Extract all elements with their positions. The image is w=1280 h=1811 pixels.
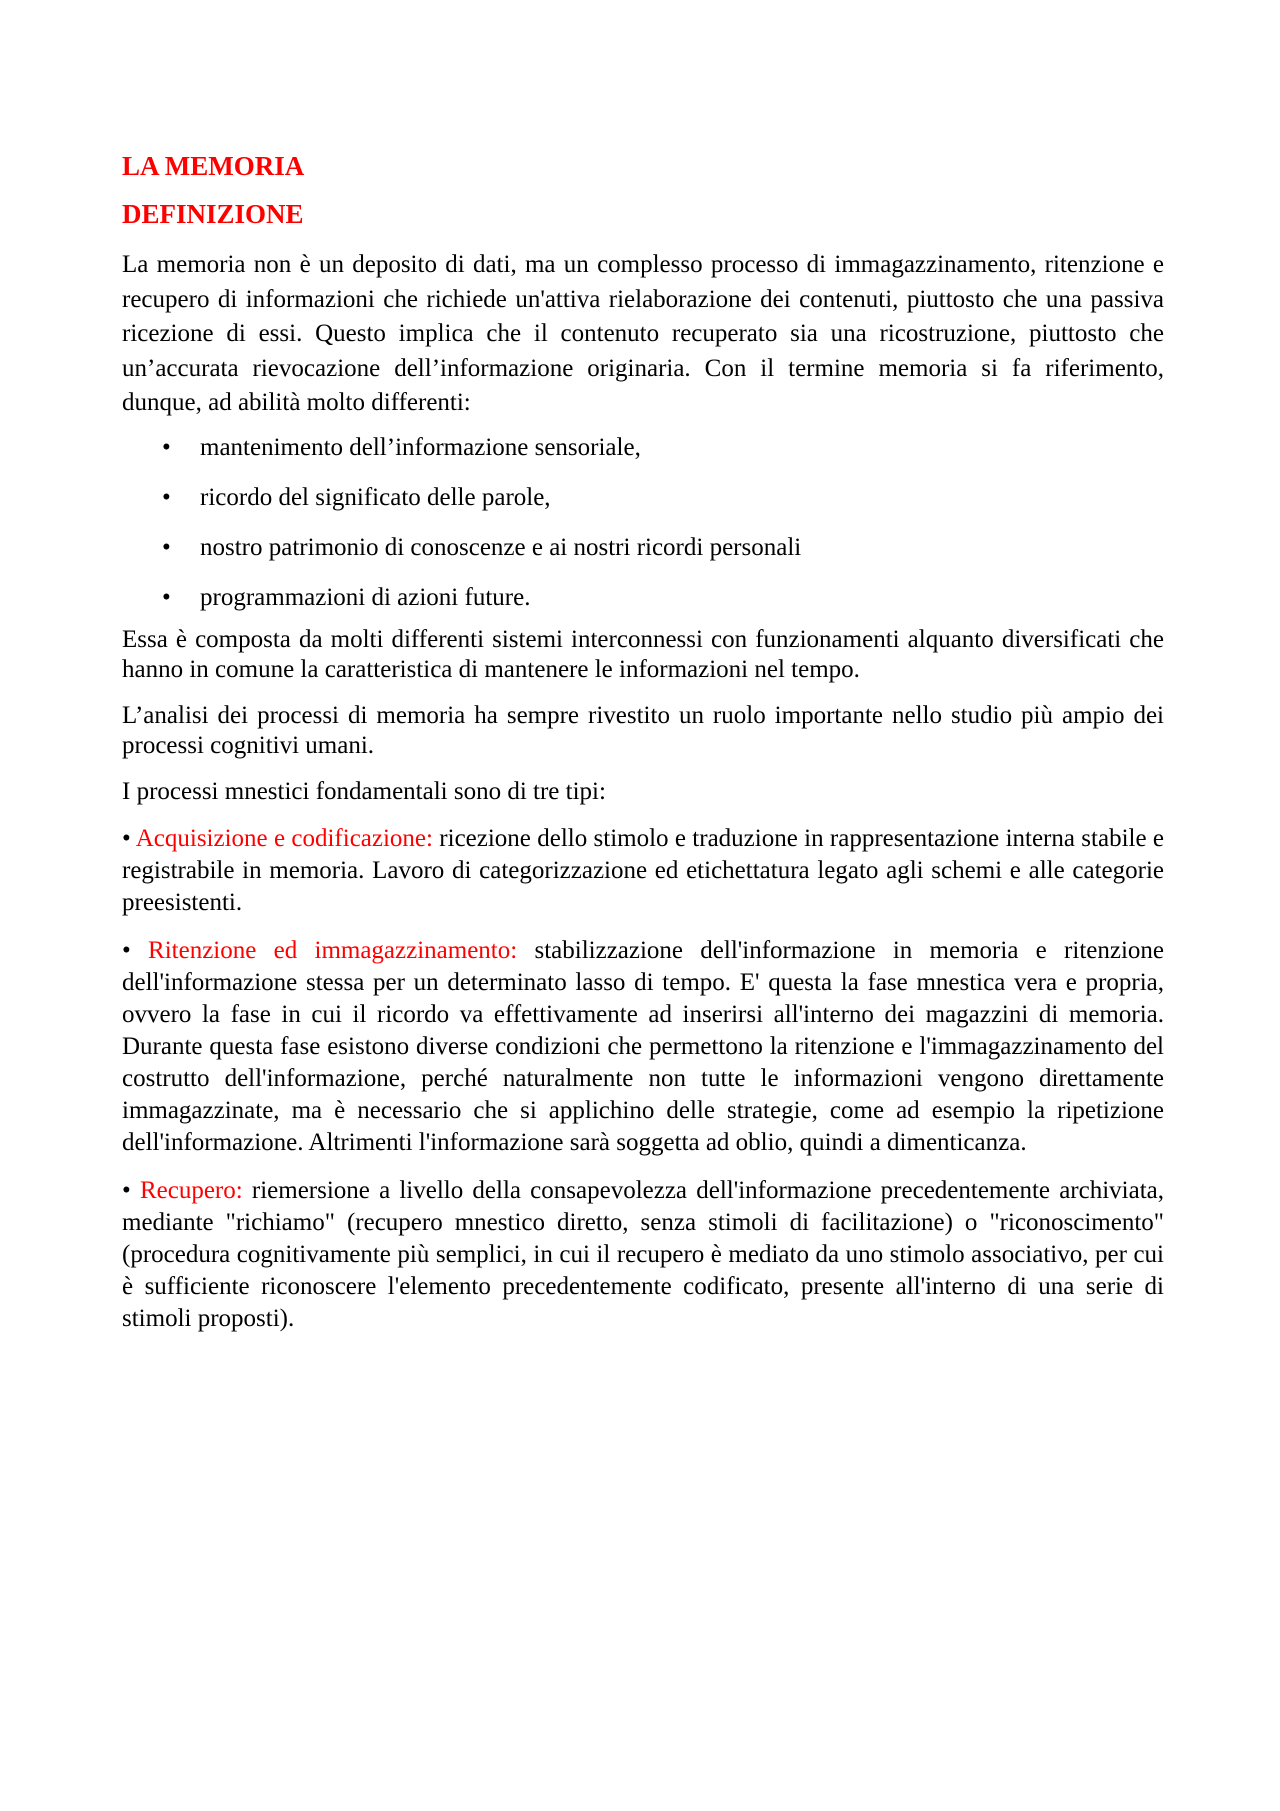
process-description: ricezione dello stimolo e traduzione in rappresentazione interna stabile e registrabile in memoria. Lavoro di categorizzazione ed etichettatura legato agli schemi e alle categorie preesistenti.: [122, 824, 1164, 916]
analysis-paragraph: L’analisi dei processi di memoria ha sempre rivestito un ruolo importante nello studio più ampio dei processi cognitivi umani.: [122, 701, 1164, 759]
process-term: Ritenzione ed immagazzinamento:: [148, 936, 518, 964]
bullet-icon: •: [162, 483, 171, 511]
intro-paragraph: La memoria non è un deposito di dati, ma un complesso processo di immagazzinamento, ritenzione e recupero di informazioni che richiede un'attiva rielaborazione dei contenuti, piuttosto che una passiva ricezione di essi. Questo implica che il contenuto recuperato sia una ricostruzione, piuttosto che un’accurata rievocazione dell’informazione originaria. Con il termine memoria si fa riferimento, dunque, ad abilità molto differenti:: [122, 251, 1164, 416]
list-item: [122, 531, 1164, 565]
bullet-icon: •: [162, 433, 171, 461]
process-recupero: [122, 1175, 1164, 1335]
process-description: stabilizzazione dell'informazione in memoria e ritenzione dell'informazione stessa per un determinato lasso di tempo. E' questa la fase mnestica vera e propria, ovvero la fase in cui il ricordo va effettivamente ad inserirsi all'interno dei magazzini di memoria. Durante questa fase esistono diverse condizioni che permettono la ritenzione e l'immagazzinamento del costrutto dell'informazione, perché naturalmente non tutte le informazioni vengono direttamente immagazzinate, ma è necessario che si applichino delle strategie, come ad esempio la ripetizione dell'informazione. Altrimenti l'informazione sarà soggetta ad oblio, quindi a dimenticanza.: [122, 936, 1165, 1156]
list-item-text: ricordo del significato delle parole,: [200, 483, 551, 511]
process-ritenzione: [122, 935, 1164, 1159]
list-item: [122, 431, 1164, 465]
list-item: [122, 481, 1164, 515]
bullet-icon: •: [122, 936, 131, 964]
document-title: LA MEMORIA: [122, 151, 305, 181]
process-description: riemersione a livello della consapevolezza dell'informazione precedentemente archiviata, mediante "richiamo" (recupero mnestico diretto, senza stimoli di facilitazione) o "riconoscimento" (procedura cognitivamente più semplici, in cui il recupero è mediato da uno stimolo associativo, per cui è sufficiente riconoscere l'elemento precedentemente codificato, presente all'interno di una serie di stimoli proposti).: [122, 1176, 1164, 1332]
bullet-icon: •: [162, 533, 171, 561]
process-acquisizione: [122, 823, 1164, 919]
bullet-icon: •: [122, 824, 131, 852]
process-term: Acquisizione e codificazione:: [135, 824, 433, 852]
bullet-icon: •: [162, 583, 171, 611]
list-item-text: nostro patrimonio di conoscenze e ai nostri ricordi personali: [200, 533, 802, 561]
composition-paragraph: Essa è composta da molti differenti sistemi interconnessi con funzionamenti alquanto diversificati che hanno in comune la caratteristica di mantenere le informazioni nel tempo.: [122, 625, 1164, 683]
process-types-intro: I processi mnestici fondamentali sono di tre tipi:: [122, 777, 606, 805]
section-heading-definizione: DEFINIZIONE: [122, 199, 304, 229]
process-term: Recupero:: [139, 1176, 243, 1204]
list-item-text: programmazioni di azioni future.: [200, 583, 531, 611]
list-item-text: mantenimento dell’informazione sensoriale,: [200, 433, 641, 461]
list-item: [122, 581, 1164, 615]
bullet-icon: •: [122, 1176, 131, 1204]
document-page: [122, 150, 1164, 1351]
abilities-list: [122, 431, 1164, 615]
